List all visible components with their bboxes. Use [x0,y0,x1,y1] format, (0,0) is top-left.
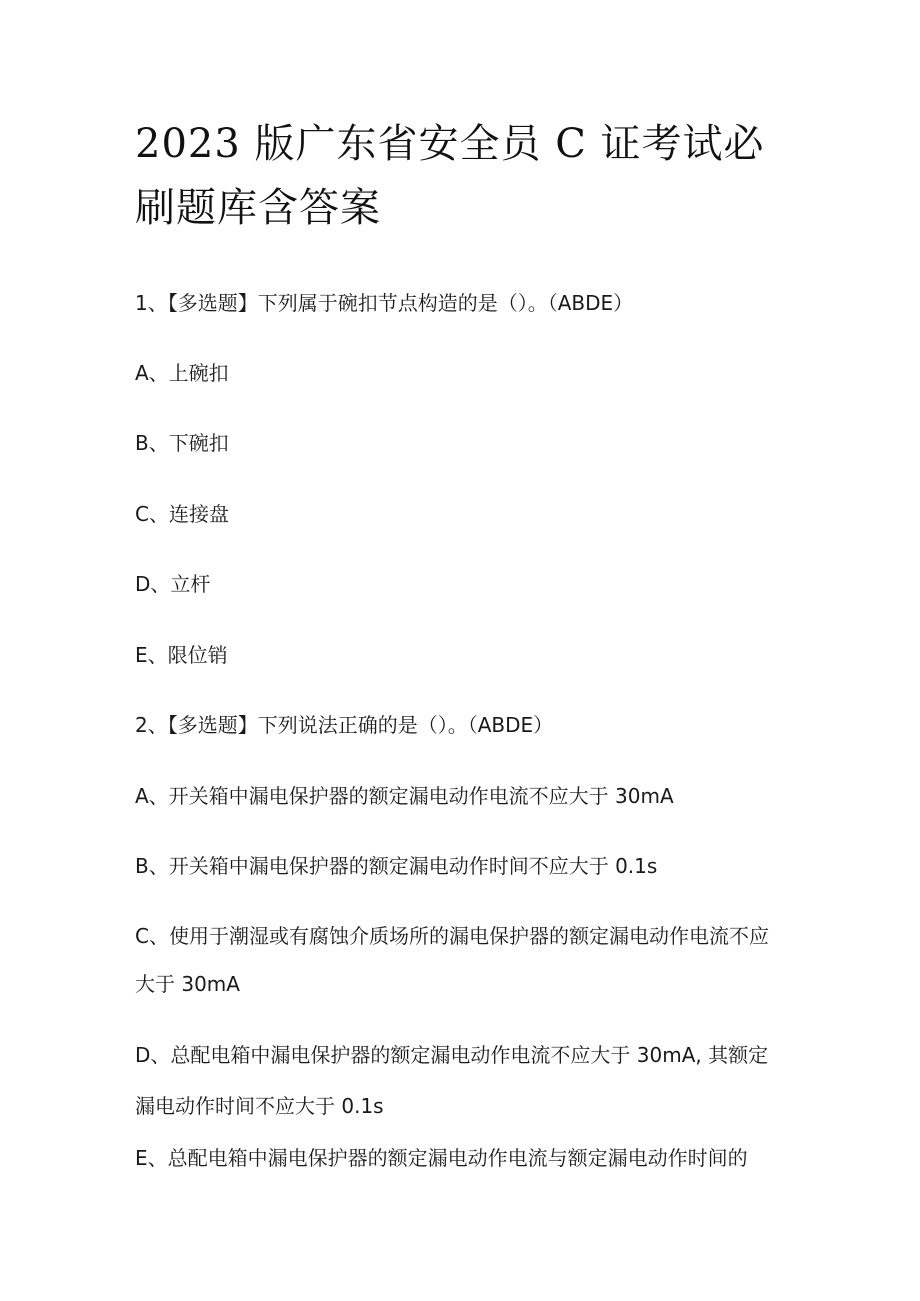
question-2-option-b: B、开关箱中漏电保护器的额定漏电动作时间不应大于 0.1s [135,854,658,878]
question-1-stem: 1、【多选题】下列属于碗扣节点构造的是（）。（ABDE） [135,291,634,315]
question-1-option-d: D、立杆 [135,572,211,596]
title-line-2: 刷题库含答案 [135,185,381,231]
question-2-option-d-line-1: D、总配电箱中漏电保护器的额定漏电动作电流不应大于 30mA, 其额定 [135,1043,769,1067]
question-2-option-e-line-1: E、总配电箱中漏电保护器的额定漏电动作电流与额定漏电动作时间的 [135,1146,748,1170]
question-2-option-c-line-2: 大于 30mA [135,972,240,996]
question-1-option-c: C、连接盘 [135,502,229,526]
question-2-option-d-line-2: 漏电动作时间不应大于 0.1s [135,1094,384,1118]
question-2-stem: 2、【多选题】下列说法正确的是（）。（ABDE） [135,713,554,737]
question-2-option-c-line-1: C、使用于潮湿或有腐蚀介质场所的漏电保护器的额定漏电动作电流不应 [135,924,769,948]
question-1-option-e: E、限位销 [135,643,228,667]
question-1-option-a: A、上碗扣 [135,361,229,385]
question-2-option-a: A、开关箱中漏电保护器的额定漏电动作电流不应大于 30mA [135,784,674,808]
question-1-option-b: B、下碗扣 [135,431,229,455]
document-title [135,112,795,240]
title-line-1: 2023 版广东省安全员 C 证考试必 [135,121,765,167]
